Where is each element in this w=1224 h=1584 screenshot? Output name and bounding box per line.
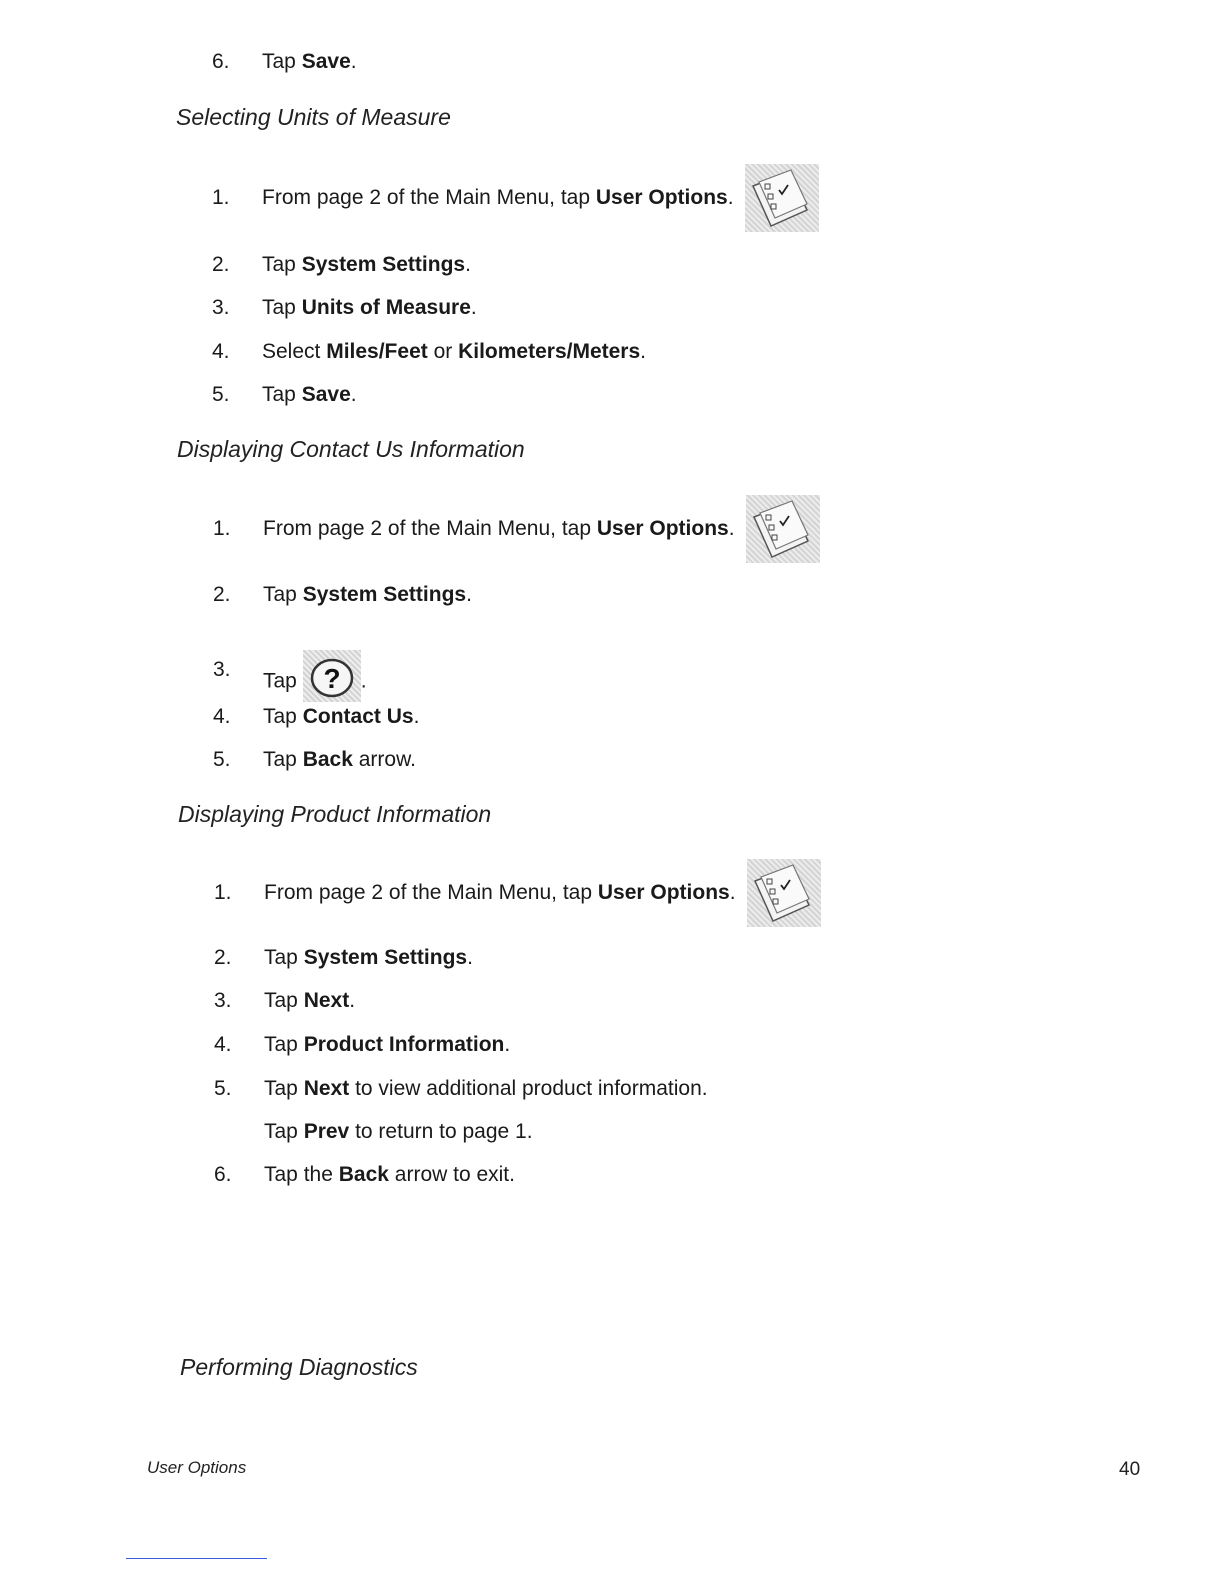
- step-number: 2.: [213, 583, 231, 606]
- step-number: 3.: [214, 989, 232, 1012]
- step-text: Tap Save.: [262, 383, 357, 406]
- step-number: 3.: [212, 296, 230, 319]
- step-number: 5.: [214, 1077, 232, 1100]
- step-text: Tap Product Information.: [264, 1033, 511, 1056]
- step-number: 5.: [212, 383, 230, 406]
- page-number: 40: [1119, 1459, 1141, 1480]
- help-icon: [303, 650, 361, 702]
- step-number: 4.: [212, 340, 230, 363]
- step-number: 1.: [212, 186, 230, 209]
- step-text: Tap ? .: [263, 656, 367, 708]
- section-heading-contact: Displaying Contact Us Information: [177, 436, 525, 462]
- section-heading-diagnostics: Performing Diagnostics: [180, 1354, 418, 1380]
- step-text: Tap System Settings.: [264, 946, 473, 969]
- step-text: Select Miles/Feet or Kilometers/Meters.: [262, 340, 647, 363]
- step-text: Tap System Settings.: [262, 253, 471, 276]
- step-text: Tap Next to view additional product information.: [264, 1077, 708, 1100]
- step-number: 2.: [212, 253, 230, 276]
- step-text: Tap Units of Measure.: [262, 296, 477, 319]
- step-text: From page 2 of the Main Menu, tap User Options.: [262, 186, 734, 209]
- step-text: Tap Contact Us.: [263, 705, 420, 728]
- step-number: 6.: [214, 1163, 232, 1186]
- step-number: 4.: [213, 705, 231, 728]
- step-number: 4.: [214, 1033, 232, 1056]
- step-text: From page 2 of the Main Menu, tap User Options.: [263, 517, 735, 540]
- step-number: 5.: [213, 748, 231, 771]
- step-number: 3.: [213, 658, 231, 681]
- step-number: 2.: [214, 946, 232, 969]
- section-heading-product: Displaying Product Information: [178, 801, 492, 827]
- step-text: Tap the Back arrow to exit.: [264, 1163, 515, 1186]
- step-text: Tap System Settings.: [263, 583, 472, 606]
- step-text: Tap Next.: [264, 989, 356, 1012]
- step-text: From page 2 of the Main Menu, tap User Options.: [264, 881, 736, 904]
- section-heading-units: Selecting Units of Measure: [176, 104, 451, 130]
- user-options-icon: [746, 495, 820, 563]
- user-options-icon: [745, 164, 819, 232]
- svg-text:?: ?: [323, 663, 341, 694]
- step-text: Tap Back arrow.: [263, 748, 416, 771]
- step-number: 1.: [214, 881, 232, 904]
- footer-section-title: User Options: [147, 1458, 247, 1477]
- step-text: Tap Save.: [262, 50, 357, 73]
- step-number: 1.: [213, 517, 231, 540]
- step-text: Tap Prev to return to page 1.: [264, 1120, 533, 1143]
- step-number: 6.: [212, 50, 230, 73]
- footer-divider: [126, 1558, 267, 1559]
- user-options-icon: [747, 859, 821, 927]
